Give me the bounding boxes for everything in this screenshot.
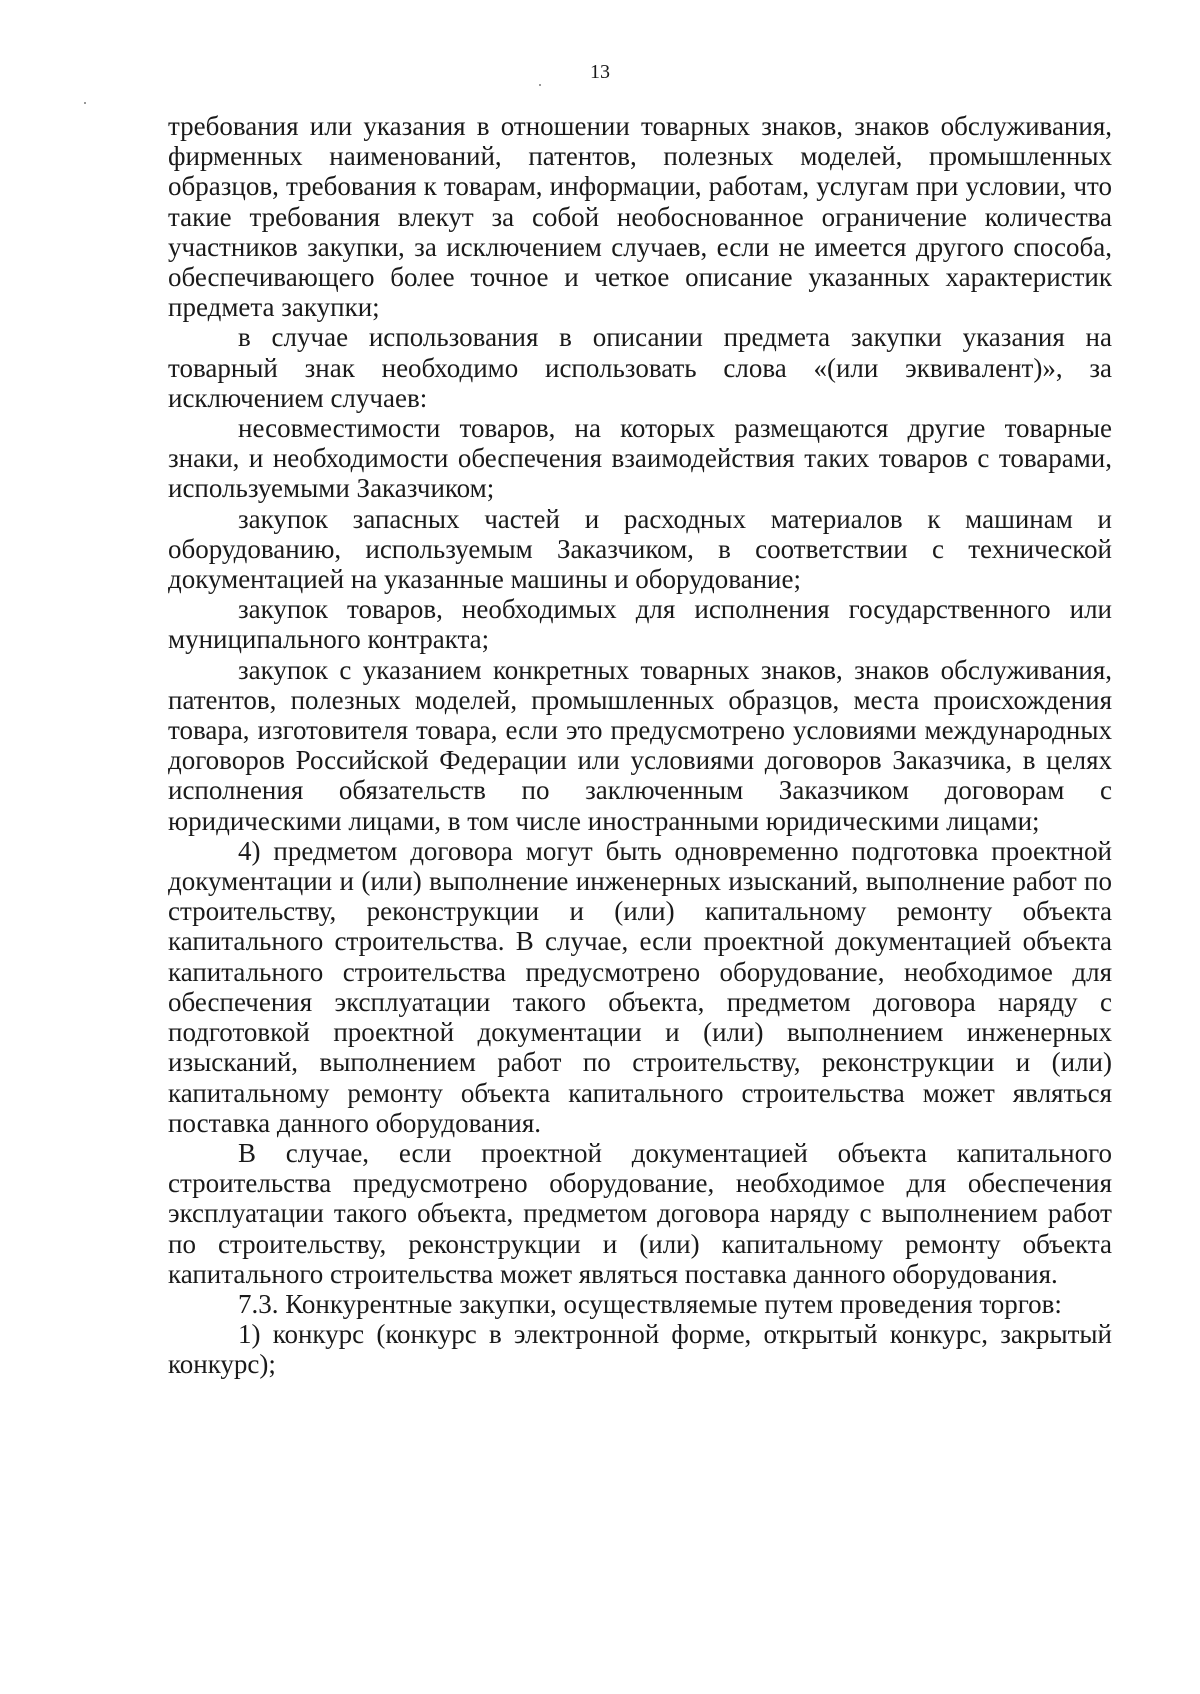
paragraph-incompatibility: несовместимости товаров, на которых размещаются другие товарные знаки, и необходимости обеспечения взаимодействия таких товаров с товарами, используемыми Заказчиком; (168, 413, 1112, 504)
paragraph-equipment-supply: В случае, если проектной документацией объекта капитального строительства предусмотрено оборудование, необходимое для обеспечения эксплуатации такого объекта, предметом договора наряду с выполнением работ по строительству, реконструкции и (или) капитальному ремонту объекта капитального строительства может являться поставка данного оборудования. (168, 1137, 1112, 1289)
paragraph-spare-parts: закупок запасных частей и расходных материалов к машинам и оборудованию, используемым Заказчиком, в соответствии с технической документацией на указанные машины и оборудование; (168, 503, 1112, 595)
paragraph-item-1-tender: 1) конкурс (конкурс в электронной форме, открытый конкурс, закрытый конкурс); (168, 1319, 1112, 1380)
scan-speck (539, 84, 541, 86)
paragraph-state-contract: закупок товаров, необходимых для исполнения государственного или муниципального контракта; (168, 594, 1112, 655)
document-body (168, 111, 1112, 1380)
paragraph-equivalent-wording: в случае использования в описании предмета закупки указания на товарный знак необходимо использовать слова «(или эквивалент)», за исключением случаев: (168, 322, 1112, 413)
scan-speck (84, 102, 86, 104)
paragraph-trademark-requirements: требования или указания в отношении товарных знаков, знаков обслуживания, фирменных наименований, патентов, полезных моделей, промышленных образцов, требования к товарам, информации, работам, услугам при условии, что такие требования влекут за собой необоснованное ограничение количества участников закупки, за исключением случаев, если не имеется другого способа, обеспечивающего более точное и четкое описание указанных характеристик предмета закупки; (168, 111, 1112, 323)
paragraph-item-4: 4) предметом договора могут быть одновременно подготовка проектной документации и (или) выполнение инженерных изысканий, выполнение работ по строительству, реконструкции и (или) капитальному ремонту объекта капитального строительства. В случае, если проектной документацией объекта капитального строительства предусмотрено оборудование, необходимое для обеспечения эксплуатации такого объекта, предметом договора наряду с подготовкой проектной документации и (или) выполнением инженерных изысканий, выполнением работ по строительству, реконструкции и (или) капитальному ремонту объекта капитального строительства может являться поставка данного оборудования. (168, 835, 1112, 1138)
page-number: 13 (590, 61, 610, 83)
paragraph-section-7-3: 7.3. Конкурентные закупки, осуществляемые путем проведения торгов: (238, 1288, 1062, 1319)
paragraph-international-agreements: закупок с указанием конкретных товарных знаков, знаков обслуживания, патентов, полезных моделей, промышленных образцов, места происхождения товара, изготовителя товара, если это предусмотрено условиями международных договоров Российской Федерации или условиями договоров Заказчика, в целях исполнения обязательств по заключенным Заказчиком договорам с юридическими лицами, в том числе иностранными юридическими лицами; (168, 654, 1112, 836)
